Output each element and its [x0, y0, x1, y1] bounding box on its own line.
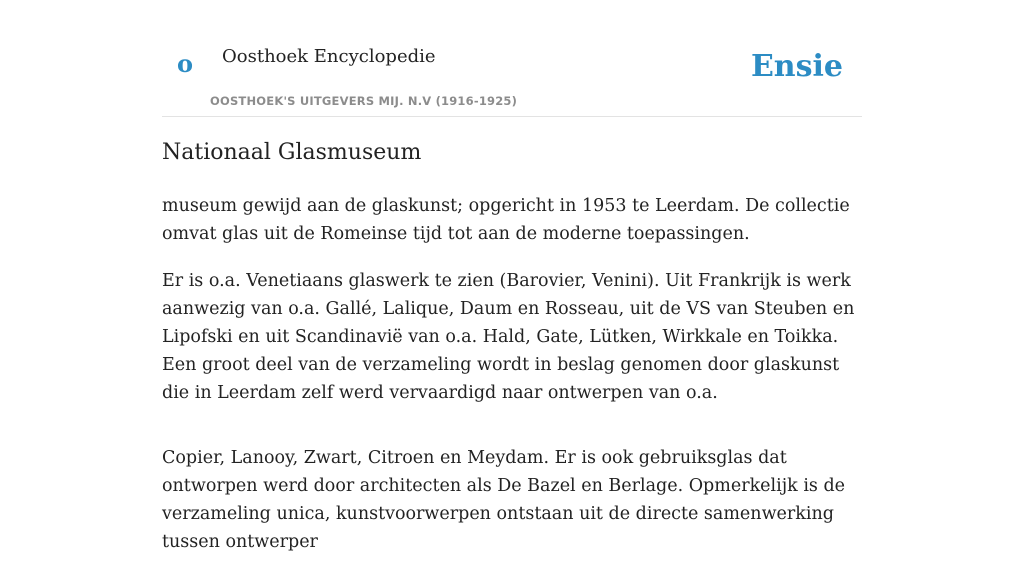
article-paragraph: Copier, Lanooy, Zwart, Citroen en Meydam. Er is ook gebruiksglas dat ontworpen werd door architecten als De Bazel en Berlage. Opmerkelijk is de verzameling unica, kunstvoorwerpen ontstaan uit de directe samenwerking tussen ontwerper	[162, 448, 846, 552]
source-subtitle: OOSTHOEK'S UITGEVERS MIJ. N.V (1916-1925)	[210, 94, 518, 108]
source-logo[interactable]: o	[177, 49, 194, 78]
source-header	[162, 0, 862, 117]
source-title[interactable]: Oosthoek Encyclopedie	[222, 46, 436, 67]
article-paragraph: Er is o.a. Venetiaans glaswerk te zien (Barovier, Venini). Uit Frankrijk is werk aanwezig van o.a. Gallé, Lalique, Daum en Rosseau, uit de VS van Steuben en Lipofski en uit Scandinavië van o.a. Hald, Gate, Lütken, Wirkkale en Toikka. Een groot deel van de verzameling wordt in beslag genomen door glaskunst die in Leerdam zelf werd vervaardigd naar ontwerpen van o.a.	[162, 271, 855, 403]
article-paragraph: museum gewijd aan de glaskunst; opgericht in 1953 te Leerdam. De collectie omvat glas uit de Romeinse tijd tot aan de moderne toepassingen.	[162, 196, 850, 244]
article-body	[162, 192, 862, 575]
article-title: Nationaal Glasmuseum	[162, 140, 422, 165]
content-container	[162, 0, 862, 552]
brand-logo[interactable]: Ensie	[750, 49, 843, 84]
